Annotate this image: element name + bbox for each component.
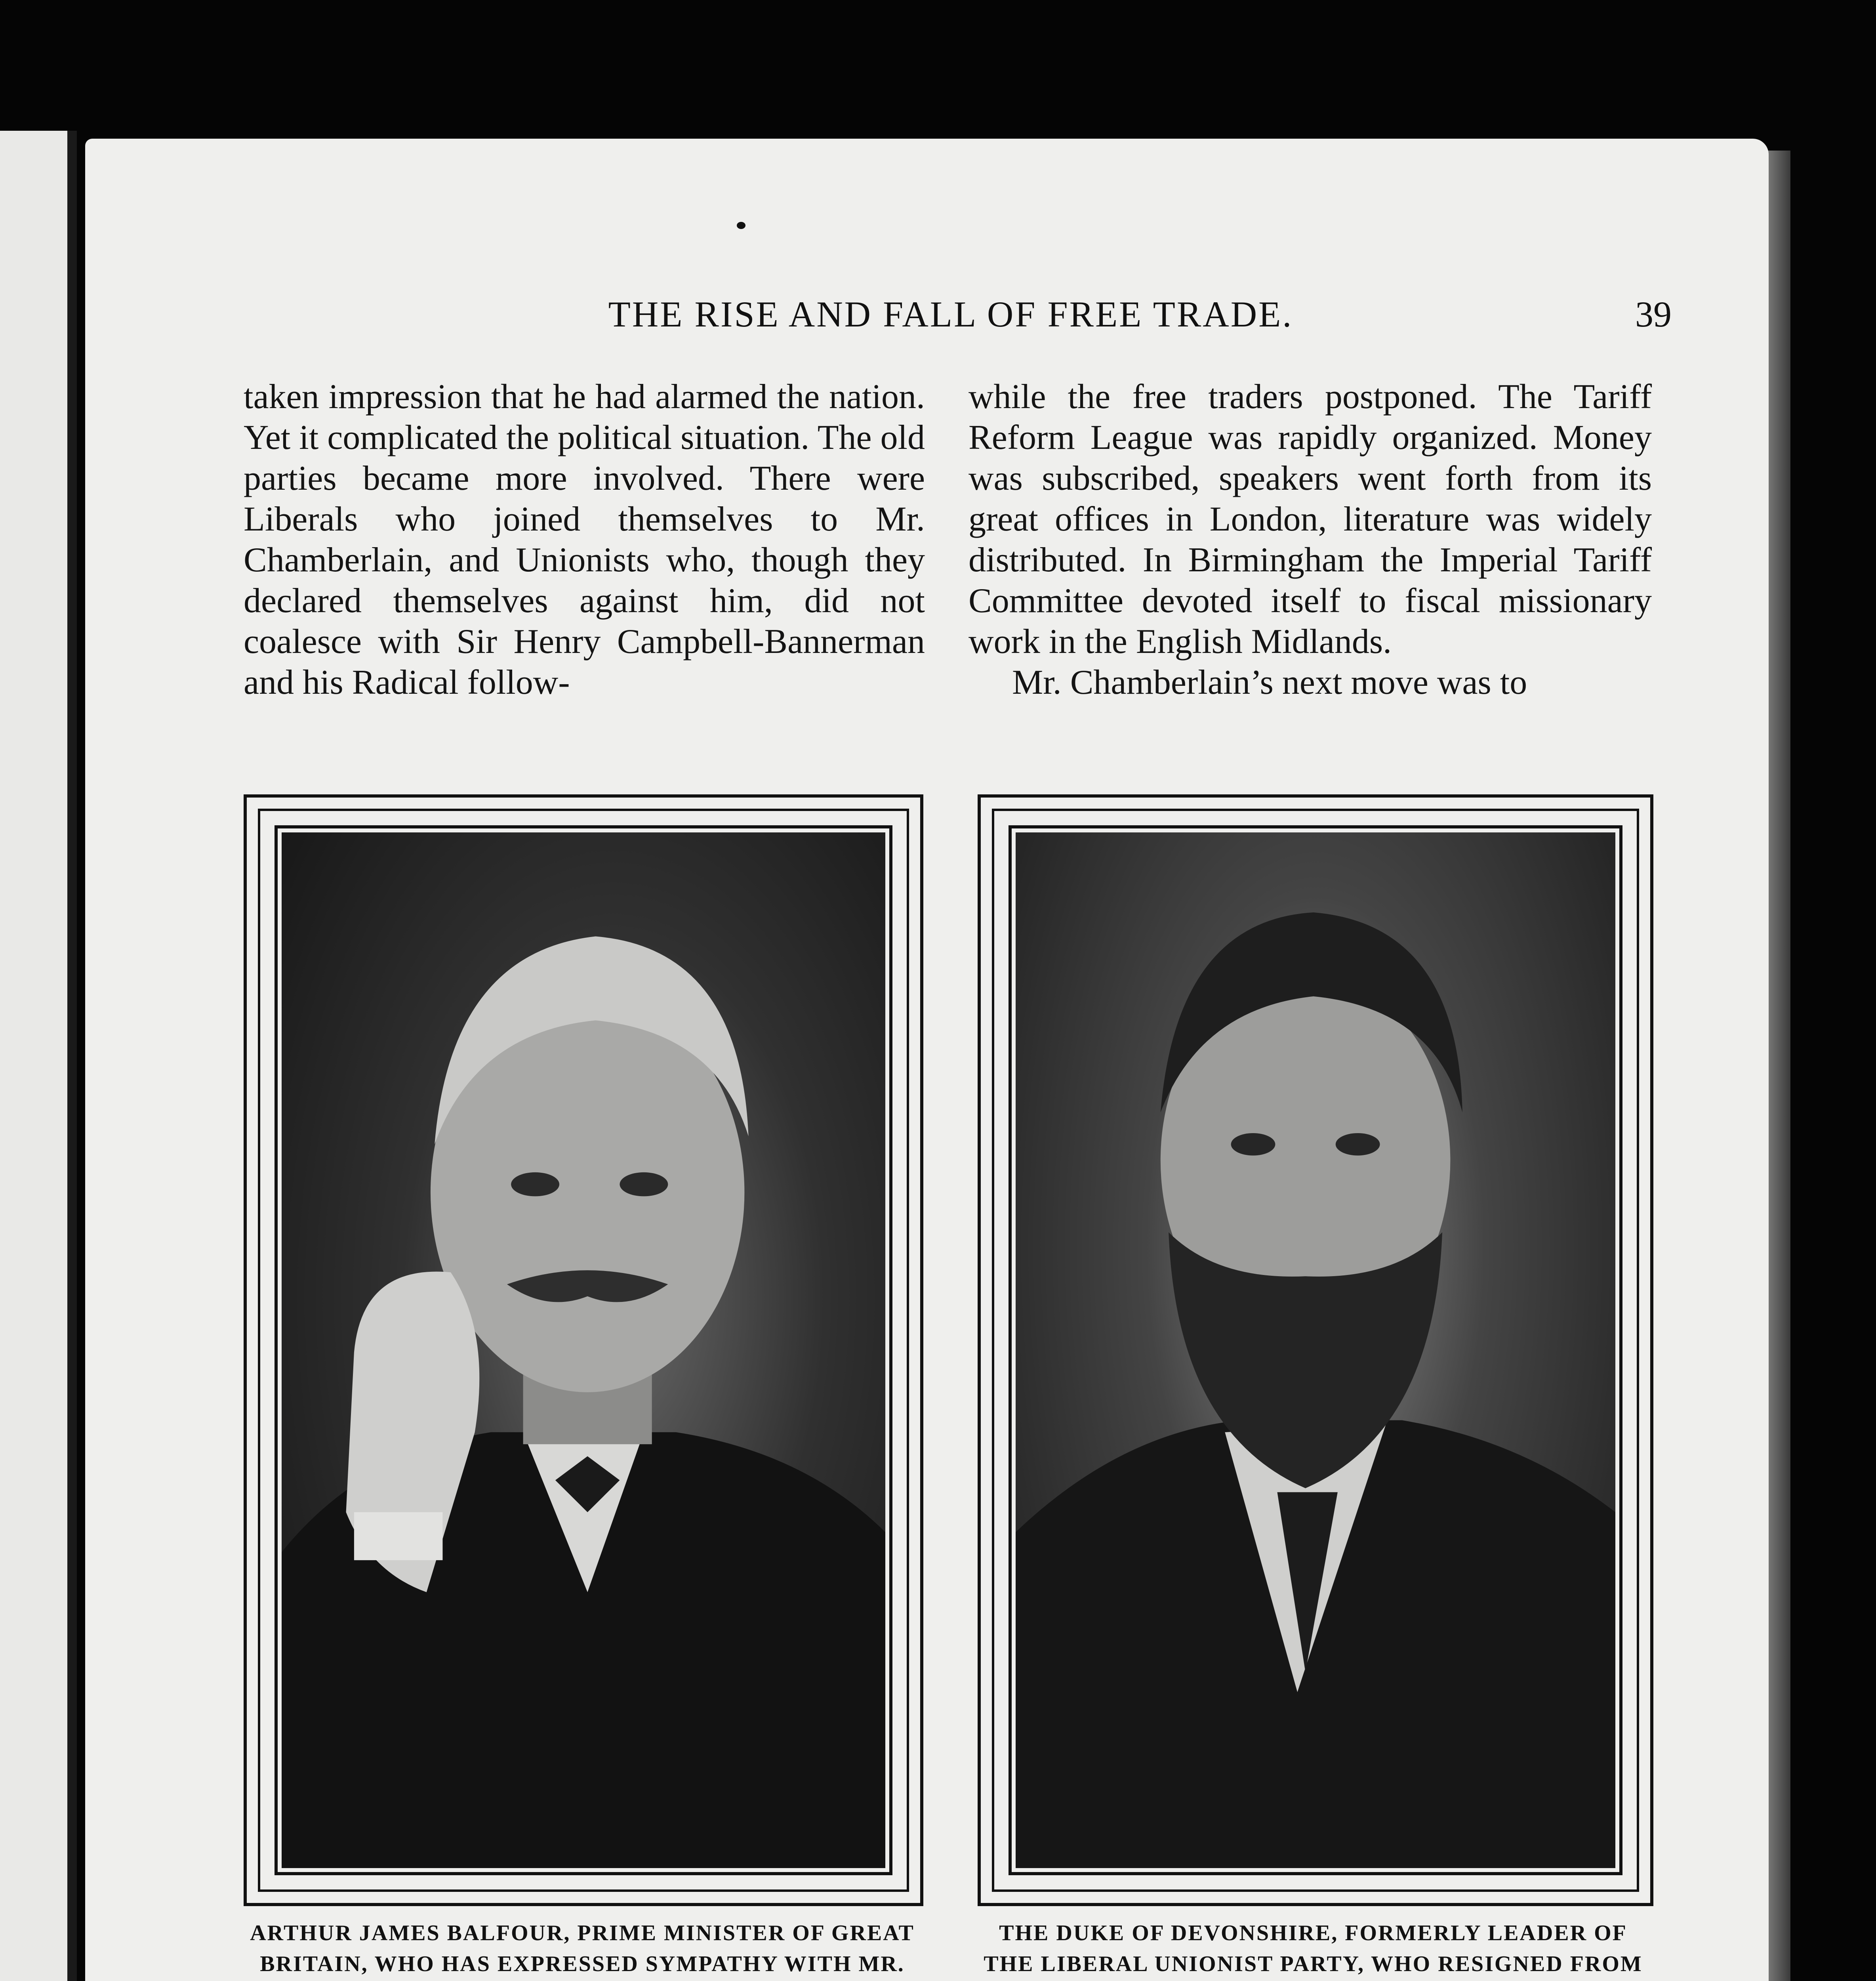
portrait-illustration (282, 832, 885, 1868)
portrait-photo-devonshire (1016, 832, 1615, 1868)
portrait-plate-devonshire (978, 794, 1653, 1906)
paragraph: Mr. Chamberlain’s next move was to (1012, 663, 1527, 702)
facing-page-edge (0, 131, 77, 1981)
running-title: THE RISE AND FALL OF FREE TRADE. (608, 294, 1293, 334)
paragraph: while the free traders postponed. The Tariff Reform League was rapidly organized. Money was subscribed, speakers went forth from its great offices in London, literature was widely distributed. In Birmingham the Imperial Tariff Committee devoted itself to fiscal missionary work in the English Midlands. (969, 378, 1652, 661)
printer-mark (737, 222, 745, 229)
figure-caption-right: THE DUKE OF DEVONSHIRE, FORMERLY LEADER OF THE LIBERAL UNIONIST PARTY, WHO RESIGNED FROM (984, 1921, 1643, 1976)
portrait-illustration (1016, 832, 1615, 1868)
figure-caption-left: ARTHUR JAMES BALFOUR, PRIME MINISTER OF GREAT BRITAIN, WHO HAS EXPRESSED SYMPATHY WITH MR. (250, 1921, 915, 1976)
portrait-photo-balfour (282, 832, 885, 1868)
column-right-top (969, 376, 1652, 703)
portrait-plate-balfour (244, 794, 923, 1906)
page-number: 39 (1635, 294, 1672, 334)
column-left-top (244, 376, 925, 703)
paragraph: taken impression that he had alarmed the nation. Yet it complicated the political situation. The old parties became more involved. There were Liberals who joined themselves to Mr. Chamberlain, and Unionists who, though they declared themselves against him, did not coalesce with Sir Henry Campbell-Bannerman and his Radical follow- (244, 378, 925, 702)
